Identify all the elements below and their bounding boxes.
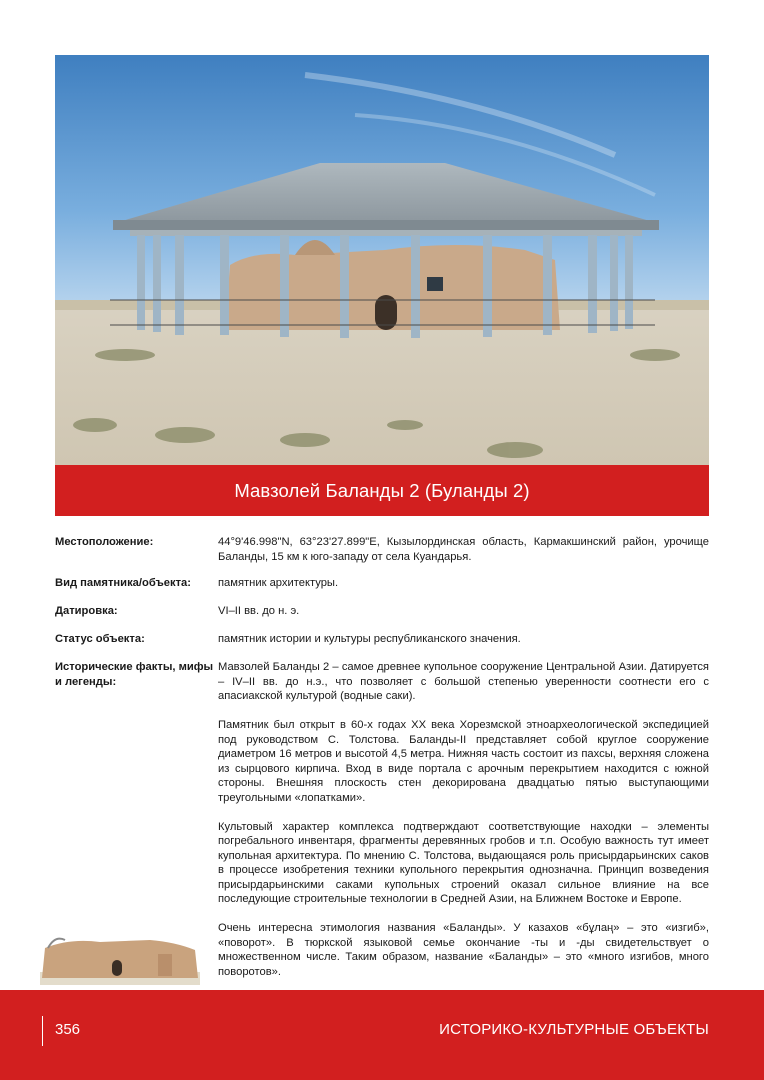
history-paragraph: Памятник был открыт в 60-х годах ХХ века Хорезмской этноархеологической экспедицией под руководством С. Толстова. Баланды-II представляет собой круглое сооружение диаметром 16 метров и высотой 4,5 метра. Нижняя часть состоит из пахсы, верхняя сложена из сырцового кирпича. Вход в виде портала с арочным перекрытием находится с южной стороны. Внешняя плоскость стен декорирована двадцатью пятью выступающими треугольными «лопатками». bbox=[218, 719, 709, 804]
ruin-thumbnail bbox=[40, 930, 200, 985]
field-history bbox=[55, 660, 709, 978]
field-value bbox=[218, 535, 709, 564]
dating-text: VI–II вв. до н. э. bbox=[218, 605, 300, 617]
field-label: Вид памятника/объекта: bbox=[55, 577, 191, 589]
field-type bbox=[55, 576, 709, 591]
history-paragraph: Культовый характер комплекса подтверждают соответствующие находки – элементы погребального инвентаря, фрагменты деревянных гробов и т.п. Особую важность тут имеет купольная архитектура. По мнению С. Толстова, выдающаяся роль присырдарьинских саков в процессе изобретения техники купольного перекрытия однозначна. Принцип возведения присырдарьинскими саками купольных строений оказал сильное влияние на все последующие строительные технологии в Средней Азии, на Ближнем Востоке и Европе. bbox=[218, 820, 709, 905]
field-value bbox=[218, 604, 709, 619]
status-text: памятник истории и культуры республиканского значения. bbox=[218, 633, 521, 645]
field-value bbox=[218, 576, 709, 591]
field-dating bbox=[55, 604, 709, 619]
field-label: Исторические факты, мифы и легенды: bbox=[55, 661, 214, 688]
footer bbox=[0, 990, 764, 1080]
field-location bbox=[55, 535, 709, 565]
field-label: Датировка: bbox=[55, 605, 118, 617]
field-label: Местоположение: bbox=[55, 536, 154, 548]
mausoleum-photo bbox=[55, 55, 709, 465]
history-paragraph: Мавзолей Баланды 2 – самое древнее купольное сооружение Центральной Азии. Датируется – IV–II вв. до н.э., что позволяет с большой степенью уверенности соотнести его с апасиакской культурой (водные саки). bbox=[218, 661, 709, 702]
history-paragraph: Очень интересна этимология названия «Баланды». У казахов «бұлаң» – это «изгиб», «поворот». В тюркской языковой семье окончание -ты и -ды свидетельствует о множественном числе. Таким образом, название «Баланды» – это «много изгибов, много поворотов». bbox=[218, 922, 709, 978]
field-status bbox=[55, 632, 709, 647]
field-label: Статус объекта: bbox=[55, 633, 145, 645]
page-number: 356 bbox=[55, 1021, 81, 1038]
location-text: 44°9'46.998"N, 63°23'27.899"E, Кызылординская область, Кармакшинский район, урочище Баланды, 15 км к юго-западу от села Куандарья. bbox=[218, 536, 709, 563]
type-text: памятник архитектуры. bbox=[218, 577, 339, 589]
section-title: ИСТОРИКО-КУЛЬТУРНЫЕ ОБЪЕКТЫ bbox=[439, 1021, 709, 1038]
page-title: Мавзолей Баланды 2 (Буланды 2) bbox=[234, 479, 530, 501]
field-value bbox=[218, 632, 709, 647]
title-band bbox=[55, 465, 709, 516]
field-value bbox=[218, 660, 709, 979]
footer-divider bbox=[42, 1016, 43, 1046]
